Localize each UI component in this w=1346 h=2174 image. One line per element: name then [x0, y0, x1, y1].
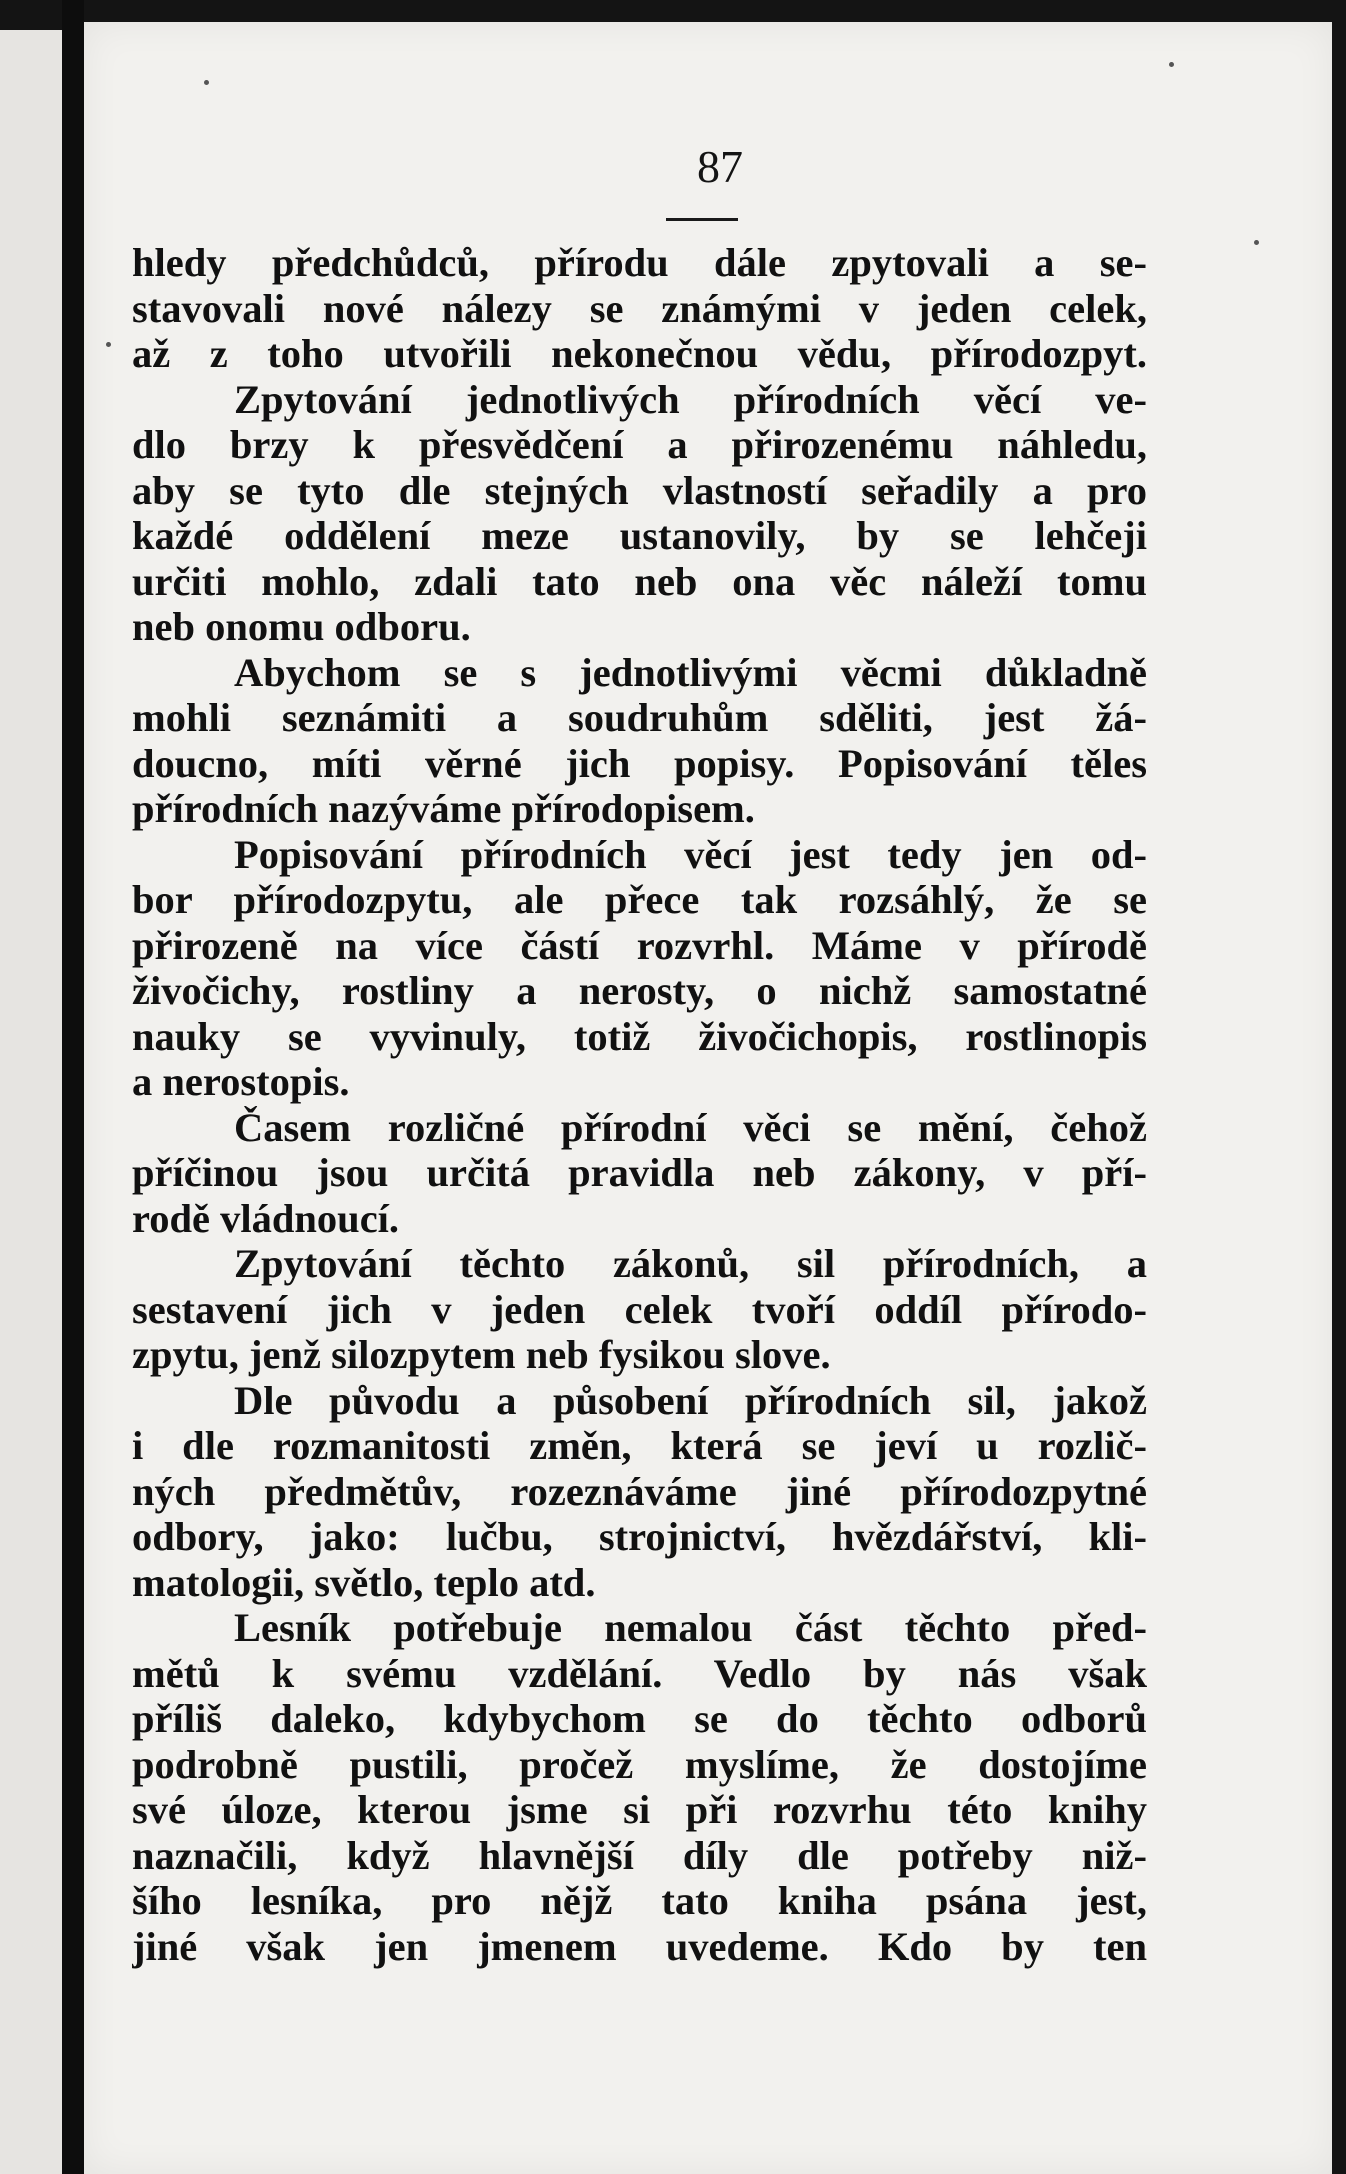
text-line: nauky se vyvinuly, totiž živočichopis, rostlinopis: [132, 1013, 1147, 1059]
page-number-rule: [666, 218, 738, 221]
text-line: odbory, jako: lučbu, strojnictví, hvězdářství, kli-: [132, 1514, 1147, 1559]
previous-page-edge: [0, 30, 62, 2174]
text-line: stavovali nové nálezy se známými v jeden celek,: [132, 285, 1147, 331]
text-line: neb onomu odboru.: [132, 604, 471, 649]
text-line: hledy předchůdců, přírodu dále zpytovali a se-: [132, 240, 1147, 285]
text-line: matologii, světlo, teplo atd.: [132, 1559, 596, 1605]
dust-speck: [1254, 240, 1259, 245]
text-line: zpytu, jenž silozpytem neb fysikou slove.: [132, 1332, 831, 1377]
text-line: určiti mohlo, zdali tato neb ona věc náleží tomu: [132, 558, 1147, 604]
text-line: příliš daleko, kdybychom se do těchto odborů: [132, 1696, 1147, 1741]
body-text: [132, 240, 1147, 1969]
dust-speck: [204, 80, 209, 85]
dust-speck: [1169, 62, 1174, 67]
text-line: rodě vládnoucí.: [132, 1195, 400, 1241]
book-gutter: [62, 0, 84, 2174]
text-line: bor přírodozpytu, ale přece tak rozsáhlý, že se: [132, 877, 1147, 922]
text-line: Časem rozličné přírodní věci se mění, čehož: [234, 1104, 1147, 1150]
text-line: Dle původu a působení přírodních sil, jakož: [234, 1377, 1147, 1423]
text-line: Zpytování jednotlivých přírodních věcí ve-: [234, 376, 1147, 422]
dust-speck: [106, 342, 111, 347]
text-line: až z toho utvořili nekonečnou vědu, přírodozpyt.: [132, 331, 1147, 376]
text-line: přirozeně na více částí rozvrhl. Máme v přírodě: [132, 922, 1147, 968]
text-line: Abychom se s jednotlivými věcmi důkladně: [234, 649, 1147, 695]
text-line: ných předmětův, rozeznáváme jiné přírodozpytné: [132, 1468, 1147, 1514]
text-line: dlo brzy k přesvědčení a přirozenému náhledu,: [132, 422, 1147, 467]
text-line: aby se tyto dle stejných vlastností seřadily a pro: [132, 467, 1147, 513]
text-line: i dle rozmanitosti změn, která se jeví u rozlič-: [132, 1423, 1147, 1468]
text-line: své úloze, kterou jsme si při rozvrhu této knihy: [132, 1787, 1147, 1832]
text-line: Popisování přírodních věcí jest tedy jen od-: [234, 831, 1147, 877]
text-line: příčinou jsou určitá pravidla neb zákony, v pří-: [132, 1150, 1147, 1195]
text-line: doucno, míti věrné jich popisy. Popisování těles: [132, 740, 1147, 786]
text-line: naznačili, když hlavnější díly dle potřeby niž-: [132, 1832, 1147, 1878]
text-line: a nerostopis.: [132, 1059, 350, 1104]
text-line: sestavení jich v jeden celek tvoří oddíl přírodo-: [132, 1286, 1147, 1332]
text-line: mětů k svému vzdělání. Vedlo by nás však: [132, 1650, 1147, 1696]
text-line: Lesník potřebuje nemalou část těchto před-: [234, 1605, 1147, 1650]
text-line: Zpytování těchto zákonů, sil přírodních, a: [234, 1241, 1147, 1286]
text-line: každé oddělení meze ustanovily, by se lehčeji: [132, 513, 1147, 558]
text-line: mohli seznámiti a soudruhům sděliti, jest žá-: [132, 695, 1147, 740]
text-line: jiné však jen jmenem uvedeme. Kdo by ten: [132, 1923, 1147, 1969]
text-line: šího lesníka, pro nějž tato kniha psána jest,: [132, 1878, 1147, 1923]
text-line: přírodních nazýváme přírodopisem.: [132, 786, 755, 831]
page-number: 87: [697, 141, 743, 192]
text-line: podrobně pustili, pročež myslíme, že dostojíme: [132, 1741, 1147, 1787]
text-line: živočichy, rostliny a nerosty, o nichž samostatné: [132, 968, 1147, 1013]
